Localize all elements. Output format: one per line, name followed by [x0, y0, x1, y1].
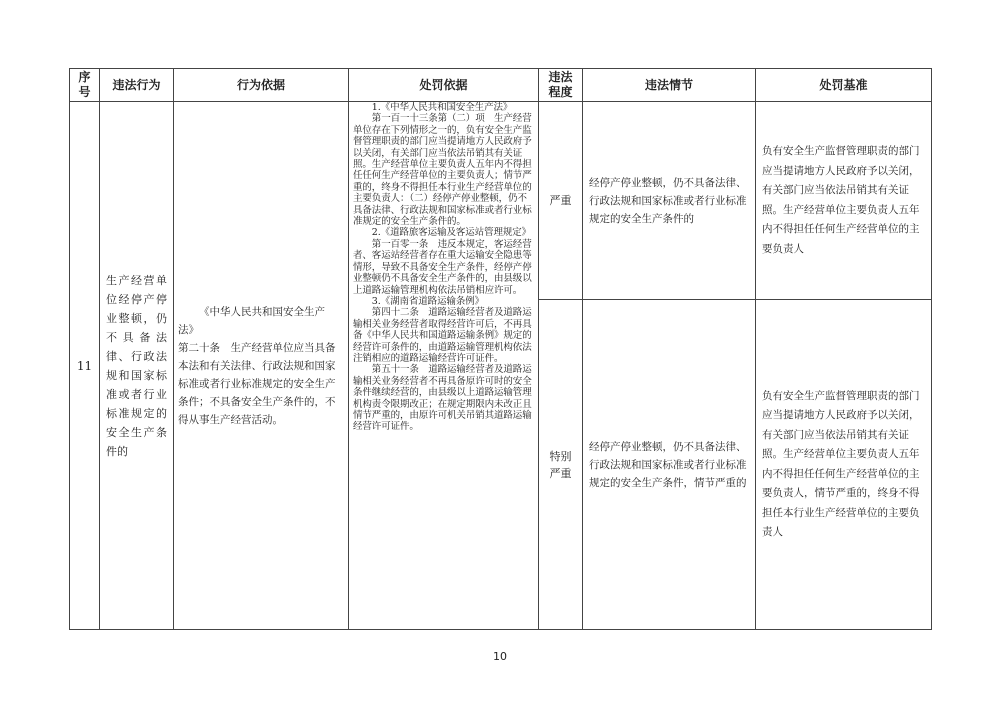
standard-text: 负有安全生产监督管理职责的部门应当提请地方人民政府予以关闭，有关部门应当依法吊销其有关证照。生产经营单位主要负责人五年内不得担任任何生产经营单位的主要负责人，情节严重的，终身不得担任本行业生产经营单位的主要负责人	[762, 389, 920, 538]
circumstance-text: 经停产停业整顿，仍不具备法律、行政法规和国家标准或者行业标准规定的安全生产条件，情节严重的	[589, 440, 747, 489]
page-number: 10	[493, 650, 507, 663]
level-circumstance-serious	[583, 102, 756, 300]
level-degree-serious: 严重	[539, 102, 583, 300]
penalty-basis-text: 1.《中华人民共和国安全生产法》 第一百一十三条第（二）项 生产经营单位存在下列情形之一的，负有安全生产监督管理职责的部门应当提请地方人民政府予以关闭，有关部门应当依法吊销其有关证照。生产经营单位主要负责人五年内不得担任任何生产经营单位的主要负责人；情节严重的，终身不得担任本行业生产经营单位的主要负责人：（二）经停产停业整顿，仍不具备法律、行政法规和国家标准或者行业标准规定的安全生产条件的。 2.《道路旅客运输及客运站管理规定》 第一百零一条 违反本规定，客运经营者、客运站经营者存在重大运输安全隐患等情形，导致不具备安全生产条件，经停产停业整顿仍不具备安全生产条件的，由县级以上道路运输管理机构依法吊销相应许可。 3.《湖南省道路运输条例》 第四十二条 道路运输经营者及道路运输相关业务经营者取得经营许可后，不再具备《中华人民共和国道路运输条例》规定的经营许可条件的，由道路运输管理机构依法注销相应的道路运输经营许可证件。 第五十一条 道路运输经营者及道路运输相关业务经营者不再具备原许可时的安全条件继续经营的，由县级以上道路运输管理机构责令限期改正；在规定期限内未改正且情节严重的，由原许可机关吊销其道路运输经营许可证件。	[353, 102, 532, 433]
degree-text: 特别严重	[549, 449, 572, 480]
header-seq-label: 序 号	[78, 70, 91, 99]
header-degree	[539, 69, 583, 102]
header-basis: 行为依据	[174, 69, 349, 102]
table-header-row	[70, 69, 932, 102]
row-penalty-basis	[349, 102, 539, 630]
standard-text: 负有安全生产监督管理职责的部门应当提请地方人民政府予以关闭，有关部门应当依法吊销其有关证照。生产经营单位主要负责人五年内不得担任任何生产经营单位的主要负责人	[762, 145, 920, 255]
table-row	[70, 102, 932, 300]
header-violation: 违法行为	[100, 69, 174, 102]
header-degree-label: 违法 程度	[548, 70, 573, 99]
header-standard: 处罚基准	[756, 69, 932, 102]
header-circumstance: 违法情节	[583, 69, 756, 102]
row-basis	[174, 102, 349, 630]
level-standard-serious	[756, 102, 932, 300]
header-penalty-basis: 处罚依据	[349, 69, 539, 102]
violation-text: 生产经营单位经停产停业整顿，仍不具备法律、行政法规和国家标准或者行业标准规定的安全生产条件的	[106, 273, 167, 458]
circumstance-text: 经停产停业整顿，仍不具备法律、行政法规和国家标准或者行业标准规定的安全生产条件的	[589, 176, 747, 225]
level-circumstance-especially-serious	[583, 300, 756, 630]
basis-text: 《中华人民共和国安全生产法》 第二十条 生产经营单位应当具备本法和有关法律、行政法规和国家标准或者行业标准规定的安全生产条件；不具备安全生产条件的，不得从事生产经营活动。	[178, 305, 336, 426]
row-seq: 11	[70, 102, 100, 630]
row-violation	[100, 102, 174, 630]
header-seq	[70, 69, 100, 102]
level-standard-especially-serious	[756, 300, 932, 630]
penalty-standard-table	[69, 68, 932, 630]
level-degree-especially-serious	[539, 300, 583, 630]
